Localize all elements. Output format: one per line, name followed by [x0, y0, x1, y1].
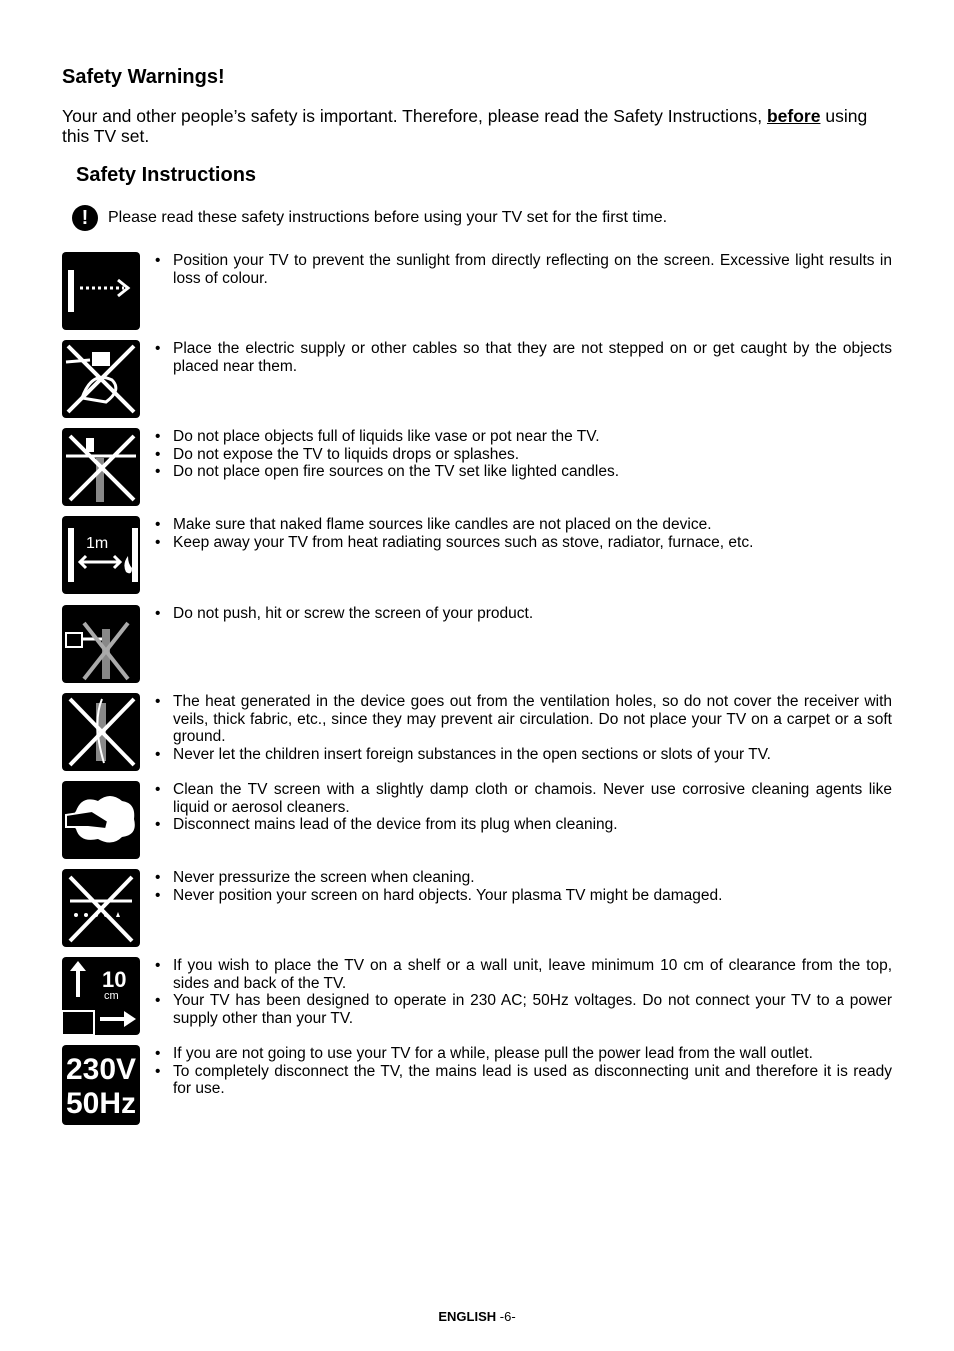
bullet-item: • Never position your screen on hard objects. Your plasma TV might be damaged. — [155, 887, 892, 905]
bullet-item: • Clean the TV screen with a slightly damp cloth or chamois. Never use corrosive cleaning agents like liquid or aerosol cleaners. — [155, 781, 892, 816]
intro-text — [62, 106, 892, 146]
notice-text: Please read these safety instructions before using your TV set for the first time. — [108, 209, 668, 226]
page-title: Safety Warnings! — [62, 66, 225, 88]
no-cover-icon — [62, 693, 140, 771]
bullet-item: • Keep away your TV from heat radiating sources such as stove, radiator, furnace, etc. — [155, 534, 892, 552]
section-title: Safety Instructions — [76, 164, 257, 186]
notice — [72, 205, 667, 231]
bullet-item: • Disconnect mains lead of the device from its plug when cleaning. — [155, 816, 892, 834]
bullet-item: • Make sure that naked flame sources like candles are not placed on the device. — [155, 516, 892, 534]
bullet-item: • Never pressurize the screen when cleaning. — [155, 869, 892, 887]
frequency-label: 50Hz — [66, 1087, 137, 1120]
sunlight-reflection-icon — [62, 252, 140, 330]
clearance-unit: cm — [104, 990, 119, 1002]
bullet-item: • If you wish to place the TV on a shelf or a wall unit, leave minimum 10 cm of clearance from the top, sides and back of the TV. — [155, 957, 892, 992]
exclamation-icon: ! — [72, 205, 98, 231]
bullet-item: • The heat generated in the device goes out from the ventilation holes, so do not cover the receiver with veils, thick fabric, etc., since they may prevent air circulation. Do not place your TV on a carpet or a soft ground. — [155, 693, 892, 746]
no-hard-objects-icon — [62, 869, 140, 947]
intro-after: using this TV set. — [62, 106, 868, 146]
footer-page-number: -6- — [499, 1309, 516, 1324]
voltage-icon — [62, 1045, 140, 1125]
bullet-item: • Do not place open fire sources on the TV set like lighted candles. — [155, 463, 892, 481]
voltage-label: 230V — [66, 1053, 137, 1086]
bullet-item: • Never let the children insert foreign substances in the open sections or slots of your TV. — [155, 746, 892, 764]
bullet-item: • Your TV has been designed to operate in 230 AC; 50Hz voltages. Do not connect your TV to a power supply other than your TV. — [155, 992, 892, 1027]
no-push-icon — [62, 605, 140, 683]
bullet-item: • Position your TV to prevent the sunlight from directly reflecting on the screen. Excessive light results in loss of colour. — [155, 252, 892, 287]
no-liquids-icon — [62, 428, 140, 506]
bullet-item: • If you are not going to use your TV for a while, please pull the power lead from the wall outlet. — [155, 1045, 892, 1063]
footer-language: ENGLISH — [438, 1309, 497, 1324]
bullet-item: • Do not expose the TV to liquids drops or splashes. — [155, 446, 892, 464]
clearance-icon — [62, 957, 140, 1035]
bullet-item: • Do not place objects full of liquids like vase or pot near the TV. — [155, 428, 892, 446]
intro-before: Your and other people’s safety is important. Therefore, please read the Safety Instructions, — [62, 106, 763, 126]
cable-trip-icon — [62, 340, 140, 418]
heat-distance-icon — [62, 516, 140, 594]
distance-label: 1m — [86, 535, 109, 552]
intro-emphasis: before — [766, 106, 821, 126]
bullet-item: • Do not push, hit or screw the screen of your product. — [155, 605, 892, 623]
page-footer — [0, 1309, 954, 1324]
cleaning-cloth-icon — [62, 781, 140, 859]
clearance-number: 10 — [102, 967, 127, 992]
bullet-item: • To completely disconnect the TV, the mains lead is used as disconnecting unit and therefore it is ready for use. — [155, 1063, 892, 1098]
bullet-item: • Place the electric supply or other cables so that they are not stepped on or get caught by the objects placed near them. — [155, 340, 892, 375]
